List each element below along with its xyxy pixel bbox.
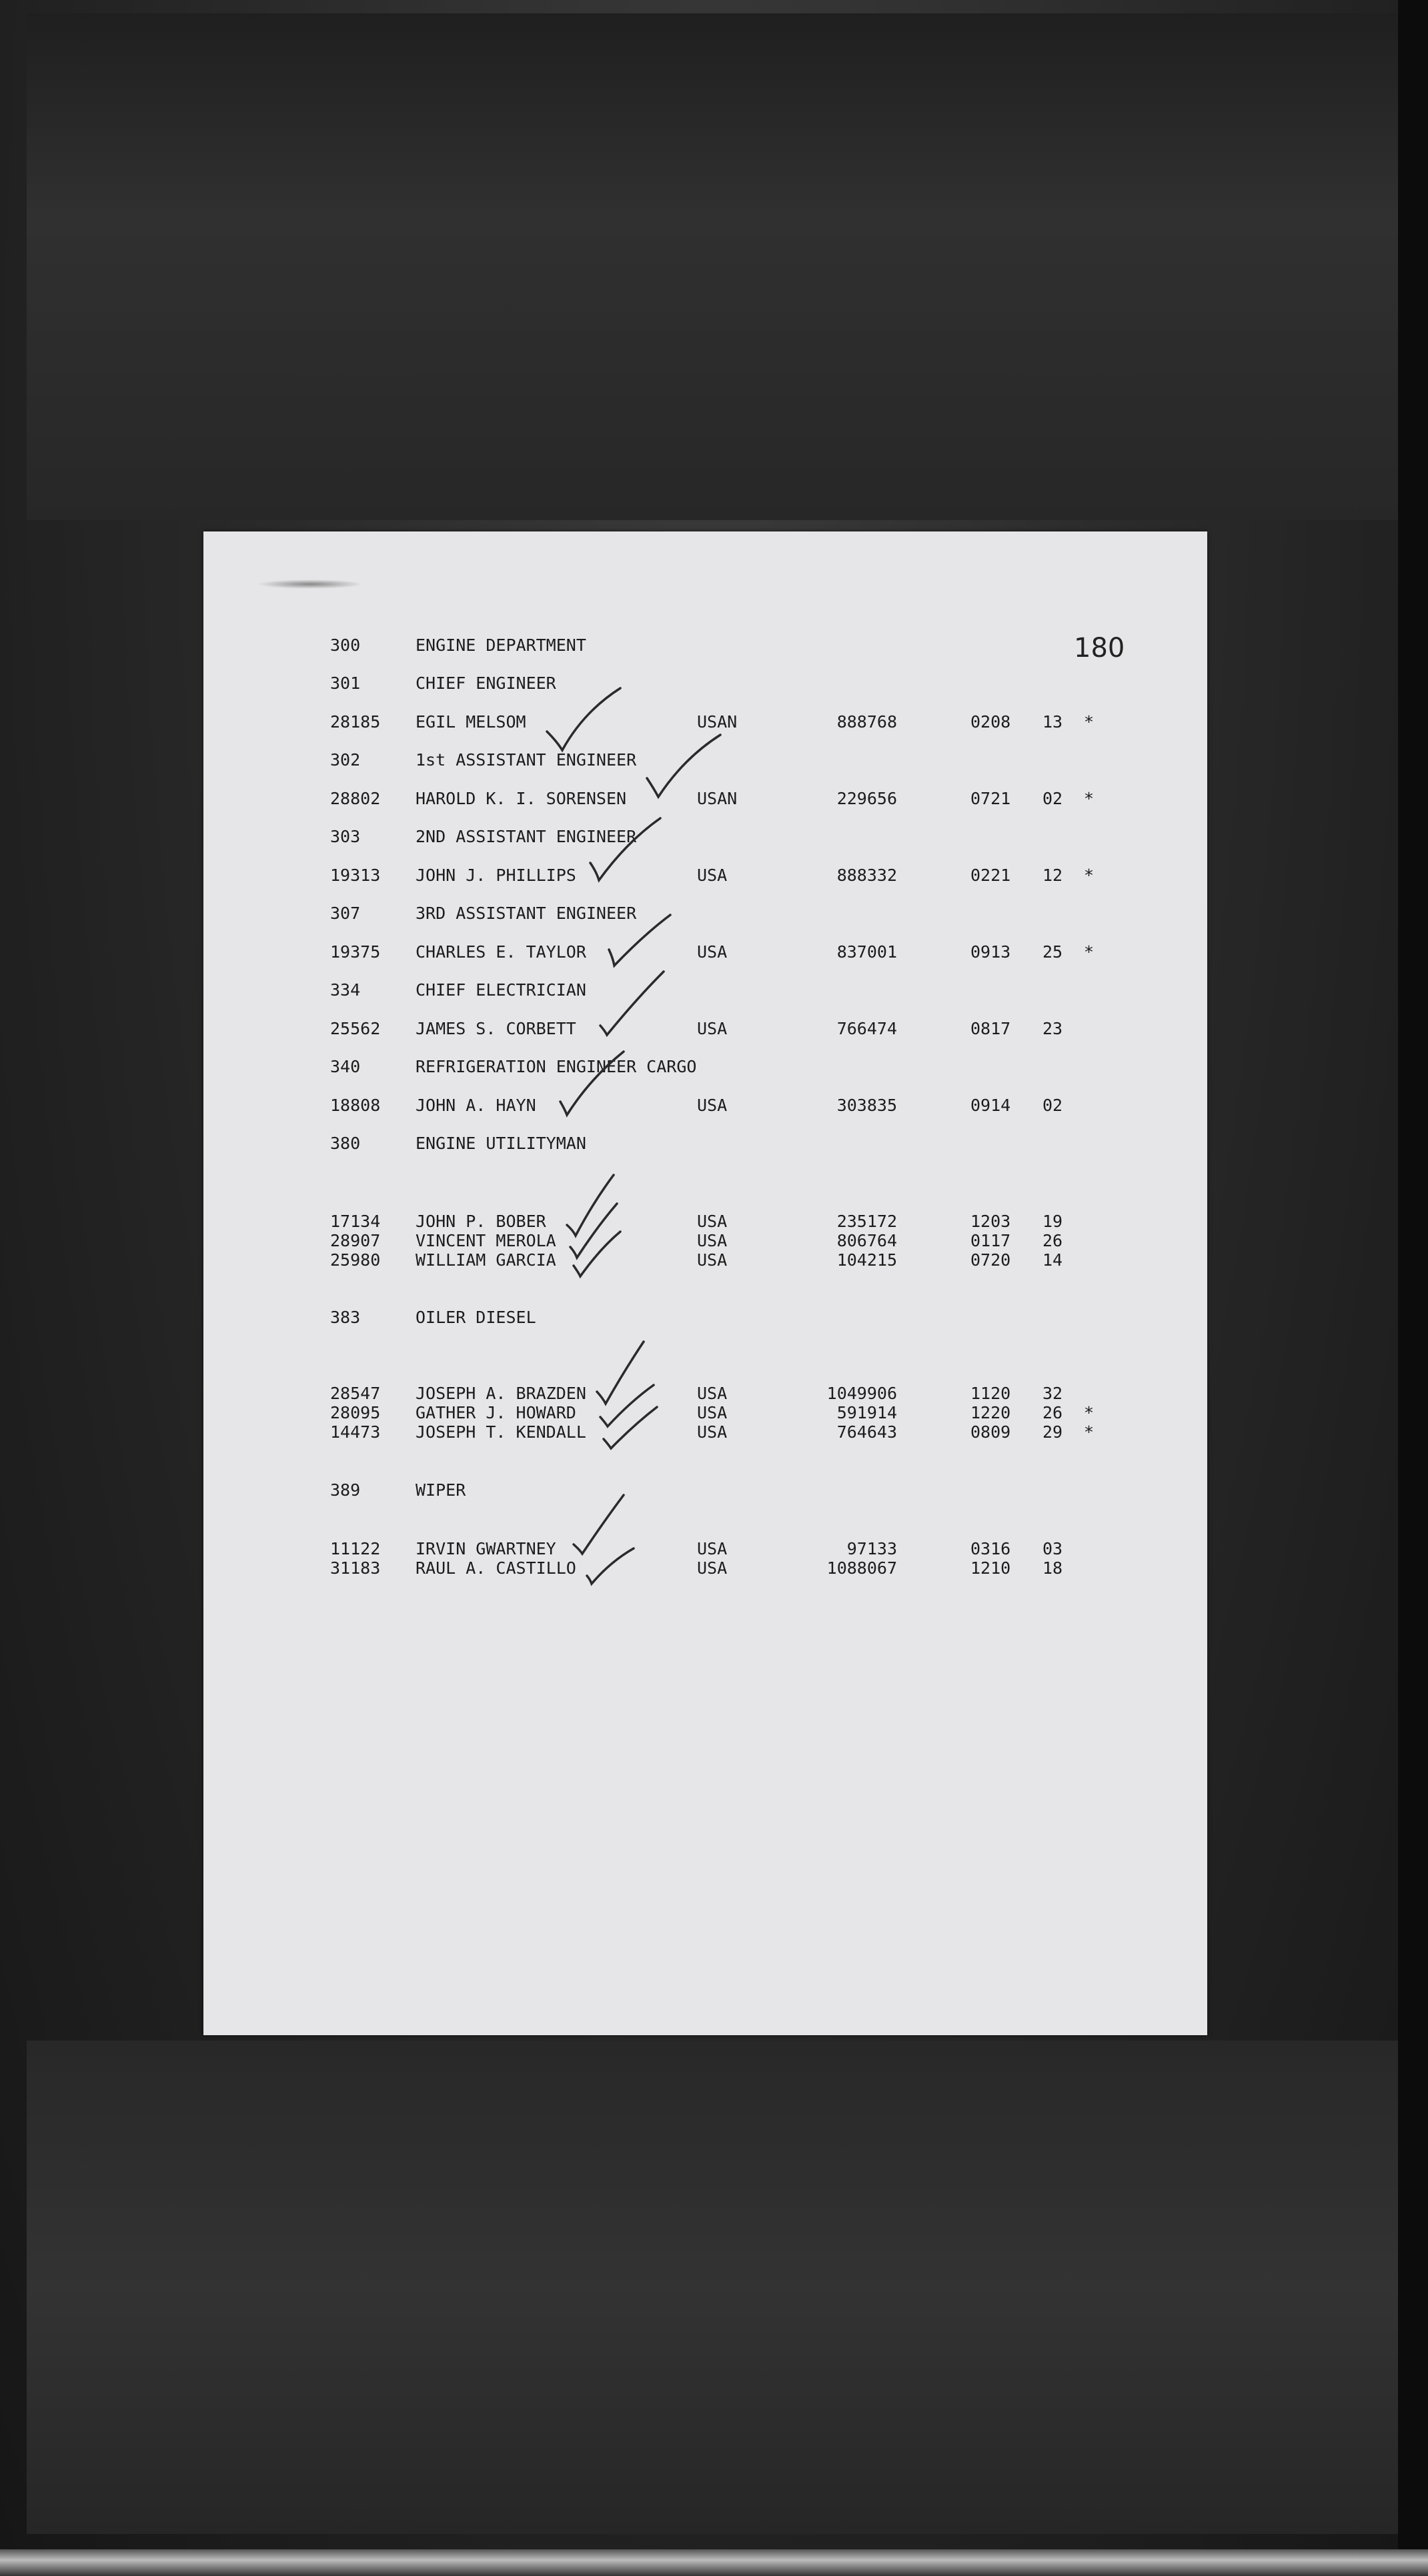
ink-smudge — [257, 579, 364, 589]
group-code: 303 — [330, 827, 361, 846]
crew-nationality: USA — [697, 1231, 728, 1250]
crew-date: 1120 — [970, 1384, 1011, 1403]
crew-name: JAMES S. CORBETT — [416, 1019, 576, 1038]
crew-id: 11122 — [330, 1539, 381, 1558]
crew-nationality: USAN — [697, 712, 738, 732]
crew-date: 0221 — [970, 866, 1011, 885]
crew-certificate: 1049906 — [826, 1384, 897, 1403]
crew-id: 19375 — [330, 942, 381, 962]
crew-nationality: USA — [697, 1403, 728, 1422]
crew-certificate: 235172 — [836, 1212, 897, 1231]
crew-nationality: USAN — [697, 789, 738, 808]
crew-years: 19 — [1042, 1212, 1063, 1231]
crew-nationality: USA — [697, 1422, 728, 1442]
crew-certificate: 229656 — [836, 789, 897, 808]
film-frame-bottom — [27, 2041, 1401, 2534]
checkmark-icon — [644, 732, 724, 805]
crew-date: 0720 — [970, 1250, 1011, 1270]
film-edge-right — [1398, 0, 1428, 2576]
crew-years: 13 — [1042, 712, 1063, 732]
group-title: CHIEF ELECTRICIAN — [416, 980, 586, 1000]
crew-date: 0809 — [970, 1422, 1011, 1442]
crew-id: 28802 — [330, 789, 381, 808]
crew-flag: * — [1084, 866, 1095, 885]
group-code: 380 — [330, 1134, 361, 1153]
group-title: 2ND ASSISTANT ENGINEER — [416, 827, 637, 846]
crew-flag: * — [1084, 1422, 1095, 1442]
crew-years: 14 — [1042, 1250, 1063, 1270]
crew-name: JOHN J. PHILLIPS — [416, 866, 576, 885]
crew-id: 19313 — [330, 866, 381, 885]
crew-date: 0913 — [970, 942, 1011, 962]
crew-name: WILLIAM GARCIA — [416, 1250, 556, 1270]
crew-years: 03 — [1042, 1539, 1063, 1558]
crew-id: 25562 — [330, 1019, 381, 1038]
checkmark-icon — [584, 1518, 664, 1592]
crew-date: 0117 — [970, 1231, 1011, 1250]
crew-years: 26 — [1042, 1231, 1063, 1250]
crew-certificate: 806764 — [836, 1231, 897, 1250]
crew-id: 28185 — [330, 712, 381, 732]
crew-date: 0208 — [970, 712, 1011, 732]
crew-flag: * — [1084, 712, 1095, 732]
checkmark-icon — [600, 1388, 680, 1462]
group-title: CHIEF ENGINEER — [416, 674, 556, 693]
group-title: 1st ASSISTANT ENGINEER — [416, 750, 637, 770]
crew-date: 1203 — [970, 1212, 1011, 1231]
crew-certificate: 303835 — [836, 1096, 897, 1115]
crew-nationality: USA — [697, 1096, 728, 1115]
crew-certificate: 837001 — [836, 942, 897, 962]
film-frame-top — [27, 13, 1401, 520]
crew-certificate: 591914 — [836, 1403, 897, 1422]
crew-years: 23 — [1042, 1019, 1063, 1038]
crew-id: 28095 — [330, 1403, 381, 1422]
group-code: 302 — [330, 750, 361, 770]
crew-name: RAUL A. CASTILLO — [416, 1558, 576, 1578]
crew-nationality: USA — [697, 1212, 728, 1231]
crew-name: IRVIN GWARTNEY — [416, 1539, 556, 1558]
crew-name: VINCENT MEROLA — [416, 1231, 556, 1250]
crew-years: 32 — [1042, 1384, 1063, 1403]
crew-list-page — [203, 531, 1207, 2035]
group-title: WIPER — [416, 1480, 466, 1500]
crew-years: 12 — [1042, 866, 1063, 885]
crew-date: 0316 — [970, 1539, 1011, 1558]
checkmark-icon — [570, 1215, 650, 1288]
crew-nationality: USA — [697, 1019, 728, 1038]
group-code: 307 — [330, 904, 361, 923]
page-number: 180 — [1074, 633, 1125, 664]
crew-years: 25 — [1042, 942, 1063, 962]
crew-name: JOSEPH T. KENDALL — [416, 1422, 586, 1442]
film-edge-bottom — [0, 2549, 1428, 2576]
crew-name: HAROLD K. I. SORENSEN — [416, 789, 627, 808]
crew-years: 26 — [1042, 1403, 1063, 1422]
crew-date: 0914 — [970, 1096, 1011, 1115]
crew-nationality: USA — [697, 866, 728, 885]
crew-certificate: 104215 — [836, 1250, 897, 1270]
crew-nationality: USA — [697, 942, 728, 962]
crew-id: 28547 — [330, 1384, 381, 1403]
crew-id: 17134 — [330, 1212, 381, 1231]
crew-years: 29 — [1042, 1422, 1063, 1442]
crew-name: JOHN P. BOBER — [416, 1212, 546, 1231]
crew-name: GATHER J. HOWARD — [416, 1403, 576, 1422]
crew-certificate: 766474 — [836, 1019, 897, 1038]
checkmark-icon — [597, 968, 677, 1042]
crew-certificate: 888768 — [836, 712, 897, 732]
crew-id: 14473 — [330, 1422, 381, 1442]
crew-nationality: USA — [697, 1539, 728, 1558]
crew-id: 31183 — [330, 1558, 381, 1578]
group-title: REFRIGERATION ENGINEER CARGO — [416, 1057, 697, 1076]
crew-nationality: USA — [697, 1384, 728, 1403]
group-code: 340 — [330, 1057, 361, 1076]
crew-years: 18 — [1042, 1558, 1063, 1578]
checkmark-icon — [544, 685, 624, 758]
group-title: OILER DIESEL — [416, 1308, 536, 1327]
group-code: 334 — [330, 980, 361, 1000]
crew-years: 02 — [1042, 1096, 1063, 1115]
crew-name: JOSEPH A. BRAZDEN — [416, 1384, 586, 1403]
crew-date: 0817 — [970, 1019, 1011, 1038]
crew-name: EGIL MELSOM — [416, 712, 526, 732]
checkmark-icon — [557, 1048, 637, 1122]
department-title: ENGINE DEPARTMENT — [416, 635, 586, 655]
group-code: 383 — [330, 1308, 361, 1327]
crew-certificate: 97133 — [846, 1539, 897, 1558]
crew-id: 28907 — [330, 1231, 381, 1250]
crew-id: 18808 — [330, 1096, 381, 1115]
crew-certificate: 888332 — [836, 866, 897, 885]
crew-date: 1220 — [970, 1403, 1011, 1422]
crew-flag: * — [1084, 942, 1095, 962]
checkmark-icon — [587, 815, 667, 888]
crew-date: 1210 — [970, 1558, 1011, 1578]
crew-certificate: 764643 — [836, 1422, 897, 1442]
group-title: 3RD ASSISTANT ENGINEER — [416, 904, 637, 923]
group-title: ENGINE UTILITYMAN — [416, 1134, 586, 1153]
crew-date: 0721 — [970, 789, 1011, 808]
crew-flag: * — [1084, 1403, 1095, 1422]
crew-years: 02 — [1042, 789, 1063, 808]
crew-flag: * — [1084, 789, 1095, 808]
group-code: 301 — [330, 674, 361, 693]
group-code: 389 — [330, 1480, 361, 1500]
crew-nationality: USA — [697, 1558, 728, 1578]
department-code: 300 — [330, 635, 361, 655]
crew-name: CHARLES E. TAYLOR — [416, 942, 586, 962]
checkmark-icon — [604, 902, 684, 975]
crew-certificate: 1088067 — [826, 1558, 897, 1578]
crew-nationality: USA — [697, 1250, 728, 1270]
crew-id: 25980 — [330, 1250, 381, 1270]
crew-name: JOHN A. HAYN — [416, 1096, 536, 1115]
